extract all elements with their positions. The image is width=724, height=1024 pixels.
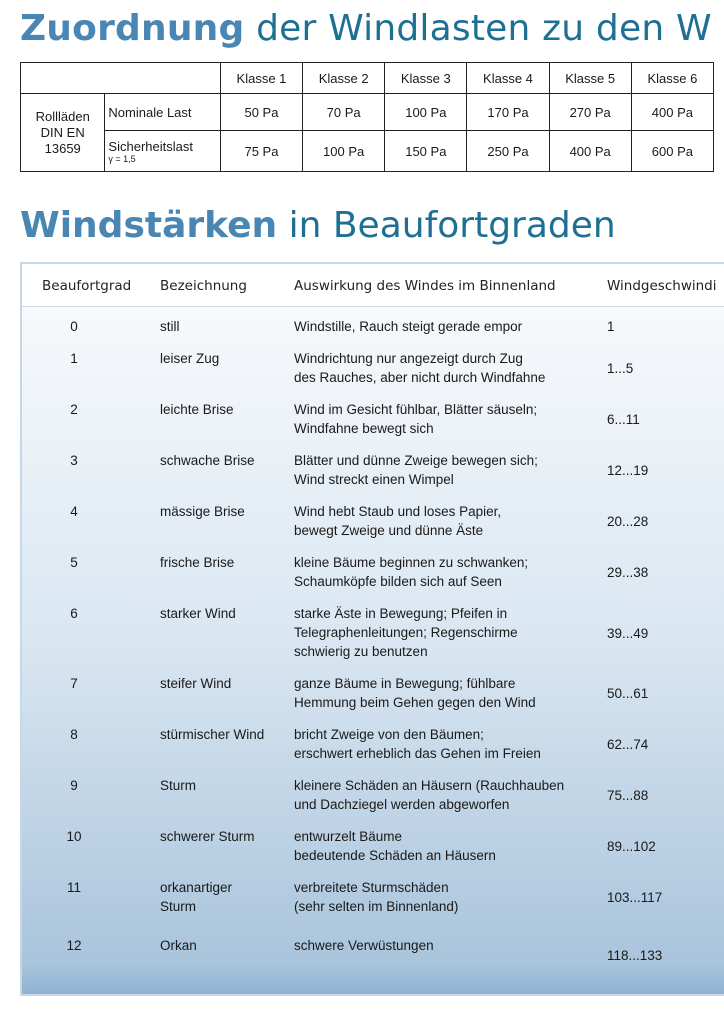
beaufort-effect-line: Blätter und dünne Zweige bewegen sich; [294, 453, 538, 468]
beaufort-speed: 118...133 [607, 948, 663, 963]
beaufort-name [160, 936, 294, 955]
beaufort-speed: 89...102 [607, 839, 656, 854]
beaufort-grade: 2 [70, 402, 78, 417]
beaufort-effect-line: starke Äste in Bewegung; Pfeifen in [294, 606, 508, 621]
row-label-safety-text: Sicherheitslast [108, 138, 193, 154]
beaufort-effect-line: Wind hebt Staub und loses Papier, [294, 504, 502, 519]
load-value: 600 Pa [631, 131, 713, 172]
beaufort-speed: 1...5 [607, 361, 634, 376]
section-title-strong: Windstärken [20, 205, 278, 246]
beaufort-grade: 5 [70, 555, 78, 570]
beaufort-effect [294, 553, 594, 591]
beaufort-name [160, 604, 294, 623]
beaufort-speed: 50...61 [607, 686, 649, 701]
beaufort-name-line: leichte Brise [160, 402, 234, 417]
load-value: 170 Pa [467, 94, 549, 131]
page-title [20, 8, 712, 49]
beaufort-grade: 4 [70, 504, 78, 519]
beaufort-name [160, 317, 294, 336]
beaufort-effect-line: erschwert erheblich das Gehen im Freien [294, 746, 541, 761]
beaufort-name-line: Sturm [160, 778, 197, 793]
section-title [20, 205, 616, 246]
beaufort-speed: 62...74 [607, 737, 649, 752]
beaufort-effect-line: bedeutende Schäden an Häusern [294, 848, 496, 863]
load-value: 400 Pa [549, 131, 631, 172]
beaufort-effect-line: schwere Verwüstungen [294, 938, 434, 953]
beaufort-effect [294, 400, 594, 438]
title-rest: der Windlasten zu den W [244, 8, 712, 49]
beaufort-effect-line: ganze Bäume in Bewegung; fühlbare [294, 676, 516, 691]
beaufort-grade: 6 [70, 606, 78, 621]
row-group-label-line: DIN EN [40, 124, 85, 140]
beaufort-effect-line: Windstille, Rauch steigt gerade empor [294, 319, 523, 334]
load-value: 270 Pa [549, 94, 631, 131]
beaufort-effect [294, 936, 594, 955]
load-value: 50 Pa [220, 94, 302, 131]
beaufort-speed: 6...11 [607, 412, 640, 427]
safety-factor: γ = 1,5 [108, 153, 136, 164]
beaufort-name-line: frische Brise [160, 555, 235, 570]
beaufort-effect-line: Wind im Gesicht fühlbar, Blätter säuseln; [294, 402, 538, 417]
beaufort-header-row [22, 264, 724, 307]
beaufort-name [160, 776, 294, 795]
beaufort-grade: 3 [70, 453, 78, 468]
beaufort-grade: 0 [70, 319, 78, 334]
row-group-label-line: 13659 [44, 140, 81, 156]
beaufort-effect-line: entwurzelt Bäume [294, 829, 403, 844]
beaufort-effect [294, 317, 594, 336]
beaufort-effect-line: verbreitete Sturmschäden [294, 880, 449, 895]
beaufort-grade: 1 [70, 351, 78, 366]
beaufort-speed: 75...88 [607, 788, 649, 803]
load-value: 400 Pa [631, 94, 713, 131]
empty-header-cell [21, 63, 221, 94]
beaufort-speed: 29...38 [607, 565, 649, 580]
wind-load-table [20, 62, 714, 172]
beaufort-effect [294, 451, 594, 489]
class-header: Klasse 1 [220, 63, 302, 94]
header-bezeichnung: Bezeichnung [160, 278, 247, 294]
beaufort-effect-line: des Rauches, aber nicht durch Windfahne [294, 370, 546, 385]
beaufort-name-line: stürmischer Wind [160, 727, 265, 742]
beaufort-name [160, 502, 294, 521]
beaufort-name [160, 349, 294, 368]
beaufort-name-line: schwache Brise [160, 453, 255, 468]
beaufort-effect [294, 776, 594, 814]
beaufort-name [160, 400, 294, 419]
beaufort-name-line: steifer Wind [160, 676, 232, 691]
beaufort-name-line: orkanartiger [160, 880, 233, 895]
beaufort-speed: 12...19 [607, 463, 649, 478]
section-title-rest: in Beaufortgraden [277, 205, 616, 246]
beaufort-effect-line: bricht Zweige von den Bäumen; [294, 727, 484, 742]
row-label-safety [105, 131, 220, 172]
load-value: 75 Pa [220, 131, 302, 172]
beaufort-speed: 1 [607, 319, 615, 334]
load-value: 100 Pa [385, 94, 467, 131]
beaufort-name-line: still [160, 319, 180, 334]
row-group-label [21, 94, 105, 172]
beaufort-grade: 11 [66, 880, 81, 895]
beaufort-name [160, 725, 294, 744]
beaufort-effect-line: kleinere Schäden an Häusern (Rauchhauben [294, 778, 565, 793]
beaufort-effect-line: und Dachziegel werden abgeworfen [294, 797, 510, 812]
beaufort-grade: 8 [70, 727, 78, 742]
beaufort-effect-line: kleine Bäume beginnen zu schwanken; [294, 555, 529, 570]
beaufort-grade: 9 [70, 778, 78, 793]
beaufort-grade: 10 [66, 829, 82, 844]
header-beaufortgrad: Beaufortgrad [42, 278, 132, 294]
beaufort-effect [294, 725, 594, 763]
beaufort-effect-line: Windfahne bewegt sich [294, 421, 434, 436]
beaufort-effect-line: Schaumköpfe bilden sich auf Seen [294, 574, 502, 589]
class-header: Klasse 2 [303, 63, 385, 94]
beaufort-name-line: Orkan [160, 938, 197, 953]
beaufort-name-line: schwerer Sturm [160, 829, 255, 844]
beaufort-effect-line: Telegraphenleitungen; Regenschirme [294, 625, 518, 640]
beaufort-effect-line: schwierig zu benutzen [294, 644, 428, 659]
beaufort-effect [294, 878, 594, 916]
class-header: Klasse 3 [385, 63, 467, 94]
beaufort-effect-line: bewegt Zweige und dünne Äste [294, 523, 484, 538]
title-strong: Zuordnung [20, 8, 245, 49]
class-header: Klasse 6 [631, 63, 713, 94]
beaufort-name [160, 827, 294, 846]
beaufort-effect [294, 502, 594, 540]
beaufort-name [160, 451, 294, 470]
beaufort-name-line: Sturm [160, 899, 197, 914]
beaufort-effect-line: Wind streckt einen Wimpel [294, 472, 454, 487]
beaufort-effect [294, 604, 594, 661]
class-header: Klasse 5 [549, 63, 631, 94]
row-label-nominal: Nominale Last [105, 94, 220, 131]
beaufort-effect-line: (sehr selten im Binnenland) [294, 899, 459, 914]
beaufort-name-line: starker Wind [160, 606, 236, 621]
load-value: 70 Pa [303, 94, 385, 131]
load-value: 250 Pa [467, 131, 549, 172]
beaufort-grade: 12 [66, 938, 82, 953]
beaufort-effect [294, 349, 594, 387]
load-value: 150 Pa [385, 131, 467, 172]
beaufort-name [160, 553, 294, 572]
beaufort-name [160, 878, 294, 916]
beaufort-effect-line: Windrichtung nur angezeigt durch Zug [294, 351, 523, 366]
beaufort-grade: 7 [70, 676, 78, 691]
load-value: 100 Pa [303, 131, 385, 172]
header-windgeschwindigkeit: Windgeschwindi [607, 278, 717, 294]
beaufort-speed: 20...28 [607, 514, 649, 529]
beaufort-speed: 39...49 [607, 626, 649, 641]
beaufort-table [20, 262, 724, 996]
beaufort-speed: 103...117 [607, 890, 663, 905]
header-auswirkung: Auswirkung des Windes im Binnenland [294, 278, 556, 294]
class-header: Klasse 4 [467, 63, 549, 94]
beaufort-effect [294, 827, 594, 865]
beaufort-effect [294, 674, 594, 712]
beaufort-effect-line: Hemmung beim Gehen gegen den Wind [294, 695, 536, 710]
row-group-label-line: Rollläden [35, 108, 90, 124]
beaufort-name-line: mässige Brise [160, 504, 245, 519]
beaufort-name-line: leiser Zug [160, 351, 220, 366]
beaufort-name [160, 674, 294, 693]
